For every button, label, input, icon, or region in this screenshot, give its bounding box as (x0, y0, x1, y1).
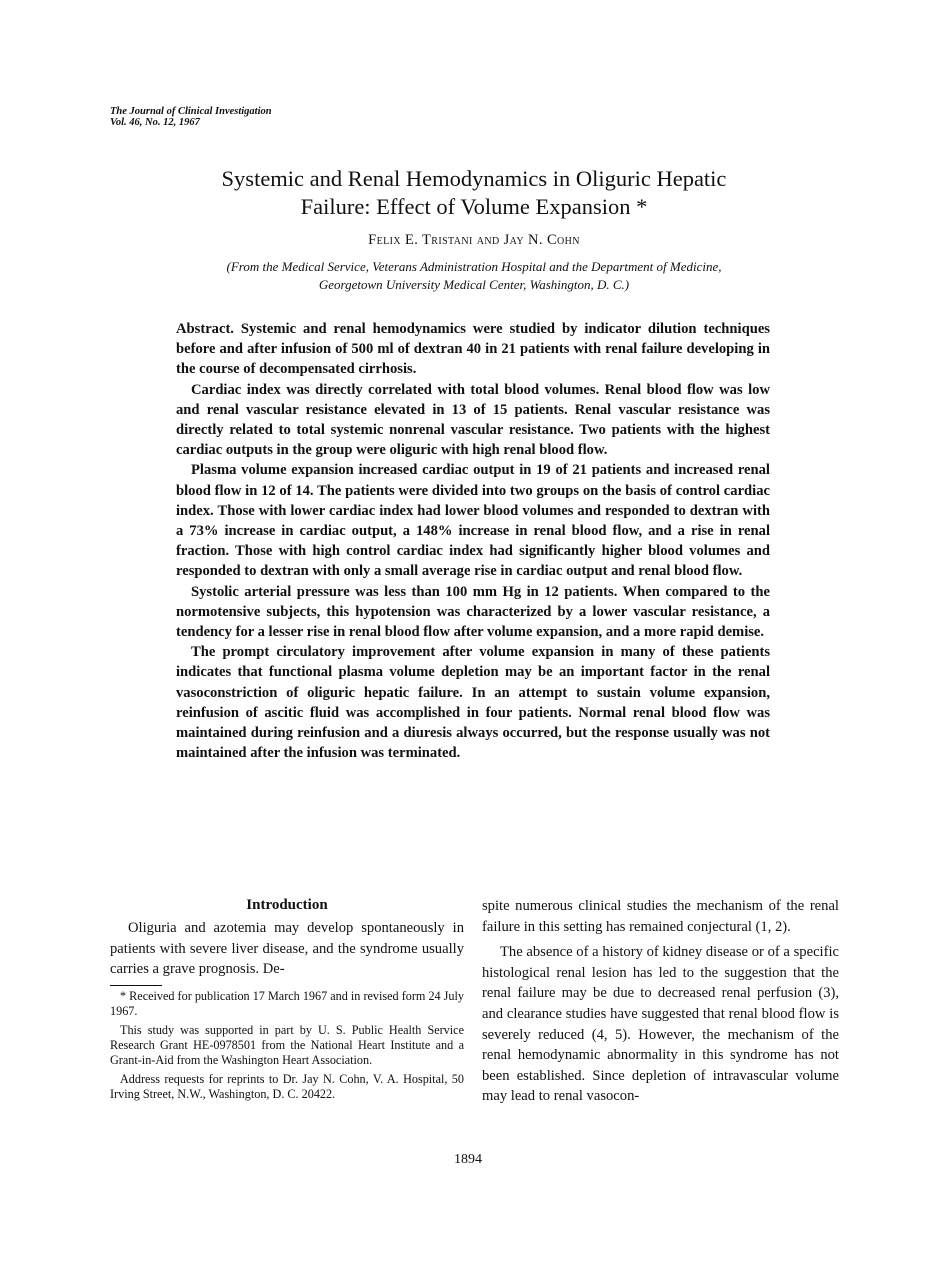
affiliation-line-2: Georgetown University Medical Center, Washington, D. C.) (318, 277, 630, 292)
right-column (482, 896, 839, 1107)
footnote-support: This study was supported in part by U. S. Public Health Service Research Grant HE-0978501 from the National Heart Institute and a Grant-in-Aid from the Washington Heart Association. (110, 1022, 464, 1068)
abstract-paragraph: Systolic arterial pressure was less than 100 mm Hg in 12 patients. When compared to the normotensive subjects, this hypotension was characterized by a lower vascular resistance, a tendency for a lesser rise in renal blood flow after volume expansion, and a more rapid demise. (176, 583, 770, 641)
journal-volume: Vol. 46, No. 12, 1967 (110, 117, 200, 128)
footnote-reprints: Address requests for reprints to Dr. Jay N. Cohn, V. A. Hospital, 50 Irving Street, N.W., Washington, D. C. 20422. (110, 1071, 464, 1102)
abstract (176, 319, 770, 763)
article-title (150, 165, 798, 221)
body-paragraph: The absence of a history of kidney disease or of a specific histological renal lesion has led to the suggestion that the renal failure may be due to decreased renal perfusion (3), and clearance studies have suggested that renal blood flow is severely reduced (4, 5). However, the mechanism of the renal hemodynamic abnormality in this syndrome has not been established. Since depletion of intravascular volume may lead to renal vasocon- (482, 944, 839, 1105)
page-number: 1894 (454, 1152, 482, 1167)
journal-citation (110, 106, 272, 128)
footnote-divider (110, 985, 162, 986)
title-line-2: Failure: Effect of Volume Expansion * (300, 194, 648, 219)
title-line-1: Systemic and Renal Hemodynamics in Oliguric Hepatic (221, 166, 727, 191)
affiliation-line-1: (From the Medical Service, Veterans Administration Hospital and the Department of Medicine, (226, 259, 722, 274)
author-line: Felix E. Tristani and Jay N. Cohn (368, 232, 580, 248)
affiliation (150, 258, 798, 294)
body-paragraph: Oliguria and azotemia may develop spontaneously in patients with severe liver disease, and the syndrome usually carries a grave prognosis. De- (110, 920, 464, 978)
introduction-heading: Introduction (246, 897, 328, 913)
journal-name: The Journal of Clinical Investigation (110, 106, 272, 117)
abstract-paragraph: Abstract. Systemic and renal hemodynamics were studied by indicator dilution techniques before and after infusion of 500 ml of dextran 40 in 21 patients with renal failure developing in the course of decompensated cirrhosis. (176, 321, 770, 378)
abstract-paragraph: The prompt circulatory improvement after volume expansion in many of these patients indicates that functional plasma volume depletion may be an important factor in the renal vasoconstriction of oliguric hepatic failure. In an attempt to sustain volume expansion, reinfusion of ascitic fluid was accomplished in four patients. Normal renal blood flow was maintained during reinfusion and a diuresis always occurred, but the response usually was not maintained after the infusion was terminated. (176, 644, 770, 762)
footnote-received: * Received for publication 17 March 1967 and in revised form 24 July 1967. (110, 988, 464, 1019)
left-column (110, 895, 464, 1103)
abstract-paragraph: Plasma volume expansion increased cardiac output in 19 of 21 patients and increased renal blood flow in 12 of 14. The patients were divided into two groups on the basis of control cardiac index. Those with lower cardiac index had lower blood volumes and responded to dextran with a 73% increase in cardiac output, a 148% increase in renal blood flow, and a rise in renal fraction. Those with high control cardiac index had significantly higher blood volumes and responded to dextran with only a small average rise in cardiac output and renal blood flow. (176, 462, 770, 580)
abstract-paragraph: Cardiac index was directly correlated with total blood volumes. Renal blood flow was low and renal vascular resistance elevated in 13 of 15 patients. Renal vascular resistance was directly related to total systemic nonrenal vascular resistance. Two patients with the highest cardiac outputs in the group were oliguric with high renal blood flow. (176, 381, 770, 459)
body-paragraph: spite numerous clinical studies the mechanism of the renal failure in this setting has remained conjectural (1, 2). (482, 898, 839, 935)
